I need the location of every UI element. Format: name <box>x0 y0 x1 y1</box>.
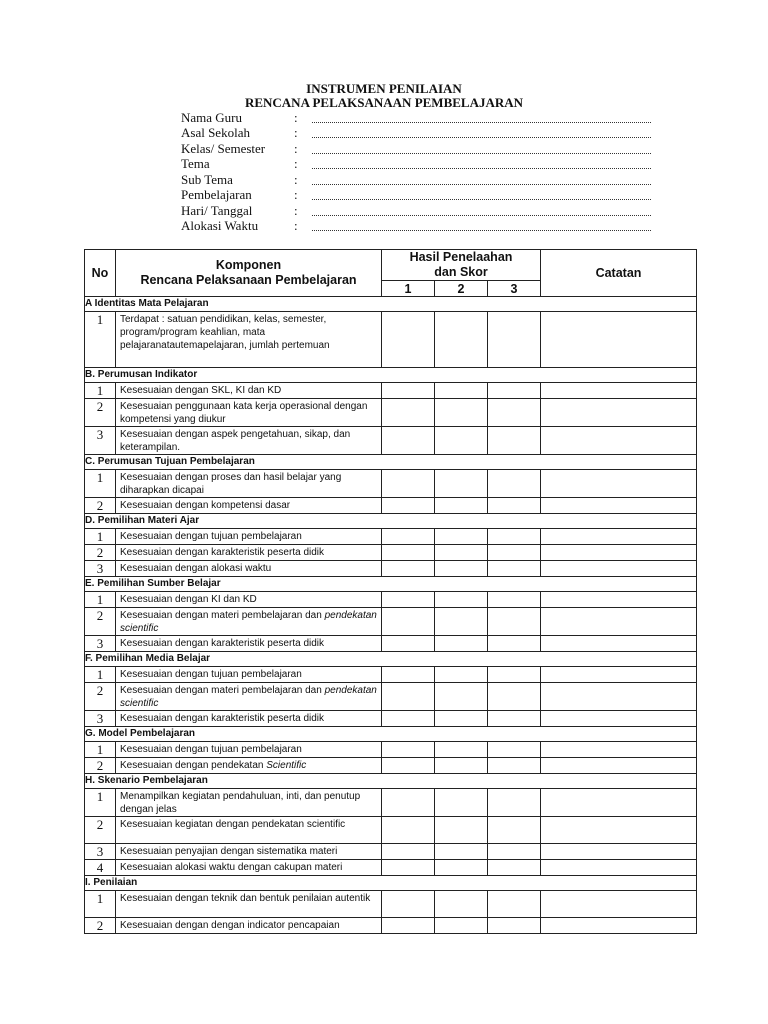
score-cell-2[interactable] <box>435 860 488 876</box>
catatan-cell[interactable] <box>541 561 697 577</box>
score-cell-3[interactable] <box>488 636 541 652</box>
field-label: Alokasi Waktu <box>181 218 259 234</box>
criteria-row <box>85 789 697 817</box>
criteria-row <box>85 608 697 636</box>
field-colon: : <box>294 109 298 125</box>
criteria-row <box>85 844 697 860</box>
score-cell-3[interactable] <box>488 399 541 427</box>
field-blank-line[interactable] <box>312 175 651 185</box>
header-skor-1: 1 <box>382 281 435 297</box>
field-kelas-semester <box>181 141 651 157</box>
criteria-number: 3 <box>85 711 116 727</box>
section-row <box>85 514 697 529</box>
criteria-text <box>116 545 382 561</box>
criteria-text-main: Kesesuaian dengan KI dan KD <box>120 594 257 605</box>
score-cell-1[interactable] <box>382 636 435 652</box>
criteria-number: 3 <box>85 844 116 860</box>
field-label: Pembelajaran <box>181 187 252 203</box>
field-blank-line[interactable] <box>312 159 651 169</box>
score-cell-3[interactable] <box>488 844 541 860</box>
field-blank-line[interactable] <box>312 113 651 123</box>
score-cell-1[interactable] <box>382 545 435 561</box>
score-cell-2[interactable] <box>435 817 488 844</box>
criteria-text <box>116 789 382 817</box>
score-cell-3[interactable] <box>488 470 541 498</box>
criteria-text <box>116 742 382 758</box>
criteria-text <box>116 312 382 368</box>
criteria-number: 2 <box>85 758 116 774</box>
criteria-row <box>85 711 697 727</box>
criteria-row <box>85 918 697 934</box>
criteria-text <box>116 636 382 652</box>
criteria-number: 2 <box>85 498 116 514</box>
criteria-row <box>85 891 697 918</box>
score-cell-3[interactable] <box>488 561 541 577</box>
criteria-number: 4 <box>85 860 116 876</box>
criteria-text-main: Kesesuaian penyajian dengan sistematika materi <box>120 846 338 857</box>
section-title: H. Skenario Pembelajaran <box>85 774 697 789</box>
criteria-number: 1 <box>85 470 116 498</box>
header-komponen-line2: Rencana Pelaksanaan Pembelajaran <box>140 273 357 287</box>
field-asal-sekolah <box>181 126 651 142</box>
field-colon: : <box>294 125 298 141</box>
score-cell-3[interactable] <box>488 608 541 636</box>
score-cell-1[interactable] <box>382 891 435 918</box>
criteria-text <box>116 844 382 860</box>
catatan-cell[interactable] <box>541 383 697 399</box>
header-catatan: Catatan <box>541 250 697 297</box>
field-colon: : <box>294 218 298 234</box>
header-hasil-line2: dan Skor <box>434 265 488 279</box>
section-row <box>85 577 697 592</box>
field-pembelajaran <box>181 188 651 204</box>
criteria-text <box>116 918 382 934</box>
criteria-number: 2 <box>85 545 116 561</box>
catatan-cell[interactable] <box>541 667 697 683</box>
criteria-text-italic: pendekatan scientific <box>120 685 377 709</box>
catatan-cell[interactable] <box>541 742 697 758</box>
criteria-text <box>116 683 382 711</box>
score-cell-2[interactable] <box>435 844 488 860</box>
section-row <box>85 727 697 742</box>
section-row <box>85 455 697 470</box>
criteria-number: 2 <box>85 683 116 711</box>
field-colon: : <box>294 171 298 187</box>
score-cell-1[interactable] <box>382 844 435 860</box>
criteria-row <box>85 592 697 608</box>
criteria-row <box>85 312 697 368</box>
score-cell-2[interactable] <box>435 667 488 683</box>
criteria-text-main: Kesesuaian dengan karakteristik peserta didik <box>120 713 325 724</box>
score-cell-1[interactable] <box>382 918 435 934</box>
section-title: A Identitas Mata Pelajaran <box>85 297 697 312</box>
header-no: No <box>85 250 116 297</box>
field-alokasi-waktu <box>181 219 651 235</box>
score-cell-3[interactable] <box>488 592 541 608</box>
criteria-text <box>116 667 382 683</box>
catatan-cell[interactable] <box>541 470 697 498</box>
field-colon: : <box>294 156 298 172</box>
score-cell-2[interactable] <box>435 918 488 934</box>
criteria-number: 1 <box>85 789 116 817</box>
score-cell-2[interactable] <box>435 545 488 561</box>
score-cell-1[interactable] <box>382 399 435 427</box>
criteria-text <box>116 383 382 399</box>
criteria-text-main: Kesesuaian dengan materi pembelajaran dan <box>120 685 322 696</box>
score-cell-3[interactable] <box>488 427 541 455</box>
criteria-text <box>116 817 382 844</box>
score-cell-1[interactable] <box>382 312 435 368</box>
score-cell-1[interactable] <box>382 742 435 758</box>
header-hasil-penelaahan <box>382 250 541 281</box>
section-title: G. Model Pembelajaran <box>85 727 697 742</box>
criteria-row <box>85 470 697 498</box>
criteria-text-main: Terdapat : satuan pendidikan, kelas, semester, program/program keahlian, mata pelajaranatautemapelajaran, jumlah pertemuan <box>120 314 330 351</box>
criteria-text-main: Kesesuaian penggunaan kata kerja operasional dengan kompetensi yang diukur <box>120 401 368 425</box>
document-title-line1: INSTRUMEN PENILAIAN <box>306 81 462 96</box>
catatan-cell[interactable] <box>541 608 697 636</box>
criteria-text-main: Kesesuaian dengan karakteristik peserta didik <box>120 547 325 558</box>
criteria-text <box>116 592 382 608</box>
score-cell-3[interactable] <box>488 817 541 844</box>
criteria-number: 1 <box>85 529 116 545</box>
criteria-text-main: Kesesuaian dengan karakteristik peserta didik <box>120 638 325 649</box>
assessment-table <box>84 249 697 934</box>
criteria-number: 2 <box>85 817 116 844</box>
criteria-row <box>85 545 697 561</box>
criteria-number: 1 <box>85 383 116 399</box>
criteria-text <box>116 891 382 918</box>
catatan-cell[interactable] <box>541 844 697 860</box>
criteria-row <box>85 383 697 399</box>
field-blank-line[interactable] <box>312 190 651 200</box>
catatan-cell[interactable] <box>541 592 697 608</box>
criteria-text-main: Kesesuaian dengan tujuan pembelajaran <box>120 744 302 755</box>
criteria-text-main: Kesesuaian dengan proses dan hasil belajar yang diharapkan dicapai <box>120 472 342 496</box>
score-cell-2[interactable] <box>435 427 488 455</box>
field-label: Hari/ Tanggal <box>181 202 253 218</box>
catatan-cell[interactable] <box>541 789 697 817</box>
criteria-number: 1 <box>85 891 116 918</box>
score-cell-1[interactable] <box>382 683 435 711</box>
score-cell-1[interactable] <box>382 383 435 399</box>
catatan-cell[interactable] <box>541 860 697 876</box>
score-cell-1[interactable] <box>382 592 435 608</box>
header-skor-3: 3 <box>488 281 541 297</box>
field-label: Kelas/ Semester <box>181 140 266 156</box>
score-cell-3[interactable] <box>488 711 541 727</box>
catatan-cell[interactable] <box>541 545 697 561</box>
score-cell-2[interactable] <box>435 758 488 774</box>
score-cell-2[interactable] <box>435 789 488 817</box>
score-cell-1[interactable] <box>382 667 435 683</box>
score-cell-1[interactable] <box>382 789 435 817</box>
section-title: D. Pemilihan Materi Ajar <box>85 514 697 529</box>
section-title: B. Perumusan Indikator <box>85 368 697 383</box>
score-cell-2[interactable] <box>435 683 488 711</box>
score-cell-3[interactable] <box>488 860 541 876</box>
criteria-text <box>116 758 382 774</box>
field-blank-line[interactable] <box>312 144 651 154</box>
criteria-row <box>85 561 697 577</box>
criteria-text-main: Kesesuaian dengan SKL, KI dan KD <box>120 385 282 396</box>
header-komponen <box>116 250 382 297</box>
criteria-text-main: Kesesuaian dengan teknik dan bentuk penilaian autentik <box>120 893 371 904</box>
section-title: I. Penilaian <box>85 876 697 891</box>
score-cell-2[interactable] <box>435 498 488 514</box>
score-cell-2[interactable] <box>435 470 488 498</box>
document-title-line2: RENCANA PELAKSANAAN PEMBELAJARAN <box>244 95 524 110</box>
criteria-text-main: Menampilkan kegiatan pendahuluan, inti, dan penutup dengan jelas <box>120 791 361 815</box>
criteria-text <box>116 561 382 577</box>
score-cell-2[interactable] <box>435 561 488 577</box>
criteria-text <box>116 711 382 727</box>
catatan-cell[interactable] <box>541 399 697 427</box>
score-cell-3[interactable] <box>488 498 541 514</box>
criteria-row <box>85 399 697 427</box>
score-cell-3[interactable] <box>488 383 541 399</box>
section-row <box>85 297 697 312</box>
criteria-row <box>85 427 697 455</box>
criteria-row <box>85 758 697 774</box>
criteria-text-main: Kesesuaian dengan materi pembelajaran dan <box>120 610 322 621</box>
field-label: Sub Tema <box>181 171 233 187</box>
score-cell-2[interactable] <box>435 529 488 545</box>
field-colon: : <box>294 140 298 156</box>
criteria-number: 3 <box>85 561 116 577</box>
score-cell-2[interactable] <box>435 608 488 636</box>
criteria-text-main: Kesesuaian dengan dengan indicator pencapaian <box>120 920 340 931</box>
criteria-row <box>85 667 697 683</box>
catatan-cell[interactable] <box>541 711 697 727</box>
criteria-row <box>85 860 697 876</box>
score-cell-2[interactable] <box>435 399 488 427</box>
score-cell-2[interactable] <box>435 742 488 758</box>
criteria-text <box>116 498 382 514</box>
criteria-row <box>85 529 697 545</box>
catatan-cell[interactable] <box>541 529 697 545</box>
criteria-text <box>116 860 382 876</box>
section-row <box>85 876 697 891</box>
catatan-cell[interactable] <box>541 758 697 774</box>
score-cell-2[interactable] <box>435 592 488 608</box>
field-label: Nama Guru <box>181 109 243 125</box>
catatan-cell[interactable] <box>541 891 697 918</box>
criteria-number: 1 <box>85 592 116 608</box>
score-cell-1[interactable] <box>382 529 435 545</box>
field-label: Asal Sekolah <box>181 125 250 141</box>
header-hasil-line1: Hasil Penelaahan <box>409 250 513 264</box>
score-cell-1[interactable] <box>382 470 435 498</box>
criteria-number: 2 <box>85 608 116 636</box>
score-cell-2[interactable] <box>435 383 488 399</box>
score-cell-3[interactable] <box>488 789 541 817</box>
criteria-text <box>116 608 382 636</box>
score-cell-1[interactable] <box>382 860 435 876</box>
criteria-text-main: Kesesuaian kegiatan dengan pendekatan scientific <box>120 819 346 830</box>
field-blank-line[interactable] <box>312 128 651 138</box>
criteria-number: 2 <box>85 399 116 427</box>
catatan-cell[interactable] <box>541 918 697 934</box>
criteria-number: 1 <box>85 742 116 758</box>
criteria-text-main: Kesesuaian dengan tujuan pembelajaran <box>120 531 302 542</box>
criteria-text-italic: pendekatan scientific <box>120 610 377 634</box>
score-cell-2[interactable] <box>435 891 488 918</box>
criteria-text-italic: Scientific <box>266 760 307 771</box>
score-cell-1[interactable] <box>382 711 435 727</box>
criteria-text-main: Kesesuaian dengan pendekatan <box>120 760 264 771</box>
score-cell-3[interactable] <box>488 312 541 368</box>
criteria-number: 3 <box>85 427 116 455</box>
score-cell-1[interactable] <box>382 817 435 844</box>
catatan-cell[interactable] <box>541 683 697 711</box>
criteria-text-main: Kesesuaian dengan aspek pengetahuan, sikap, dan keterampilan. <box>120 429 351 453</box>
score-cell-2[interactable] <box>435 312 488 368</box>
section-title: E. Pemilihan Sumber Belajar <box>85 577 697 592</box>
score-cell-3[interactable] <box>488 742 541 758</box>
criteria-row <box>85 817 697 844</box>
field-colon: : <box>294 202 298 218</box>
score-cell-1[interactable] <box>382 498 435 514</box>
score-cell-3[interactable] <box>488 683 541 711</box>
identity-fields <box>181 110 651 234</box>
criteria-text-main: Kesesuaian dengan kompetensi dasar <box>120 500 291 511</box>
catatan-cell[interactable] <box>541 498 697 514</box>
field-hari-tanggal <box>181 203 651 219</box>
catatan-cell[interactable] <box>541 817 697 844</box>
catatan-cell[interactable] <box>541 427 697 455</box>
criteria-text <box>116 399 382 427</box>
criteria-row <box>85 683 697 711</box>
score-cell-1[interactable] <box>382 758 435 774</box>
section-title: C. Perumusan Tujuan Pembelajaran <box>85 455 697 470</box>
score-cell-1[interactable] <box>382 427 435 455</box>
section-title: F. Pemilihan Media Belajar <box>85 652 697 667</box>
criteria-number: 2 <box>85 918 116 934</box>
score-cell-3[interactable] <box>488 545 541 561</box>
criteria-text-main: Kesesuaian alokasi waktu dengan cakupan materi <box>120 862 343 873</box>
field-label: Tema <box>181 156 210 172</box>
criteria-row <box>85 742 697 758</box>
score-cell-2[interactable] <box>435 711 488 727</box>
score-cell-1[interactable] <box>382 561 435 577</box>
field-blank-line[interactable] <box>312 206 651 216</box>
criteria-text-main: Kesesuaian dengan alokasi waktu <box>120 563 272 574</box>
catatan-cell[interactable] <box>541 636 697 652</box>
field-nama-guru <box>181 110 651 126</box>
field-tema <box>181 157 651 173</box>
criteria-text <box>116 427 382 455</box>
score-cell-3[interactable] <box>488 891 541 918</box>
criteria-text <box>116 470 382 498</box>
criteria-text <box>116 529 382 545</box>
section-row <box>85 774 697 789</box>
field-blank-line[interactable] <box>312 221 651 231</box>
catatan-cell[interactable] <box>541 312 697 368</box>
criteria-number: 1 <box>85 667 116 683</box>
score-cell-1[interactable] <box>382 608 435 636</box>
score-cell-2[interactable] <box>435 636 488 652</box>
score-cell-3[interactable] <box>488 918 541 934</box>
criteria-row <box>85 498 697 514</box>
score-cell-3[interactable] <box>488 529 541 545</box>
section-row <box>85 652 697 667</box>
score-cell-3[interactable] <box>488 758 541 774</box>
criteria-number: 1 <box>85 312 116 368</box>
field-sub-tema <box>181 172 651 188</box>
score-cell-3[interactable] <box>488 667 541 683</box>
header-komponen-line1: Komponen <box>215 258 282 272</box>
section-row <box>85 368 697 383</box>
field-colon: : <box>294 187 298 203</box>
criteria-number: 3 <box>85 636 116 652</box>
header-skor-2: 2 <box>435 281 488 297</box>
criteria-row <box>85 636 697 652</box>
criteria-text-main: Kesesuaian dengan tujuan pembelajaran <box>120 669 302 680</box>
